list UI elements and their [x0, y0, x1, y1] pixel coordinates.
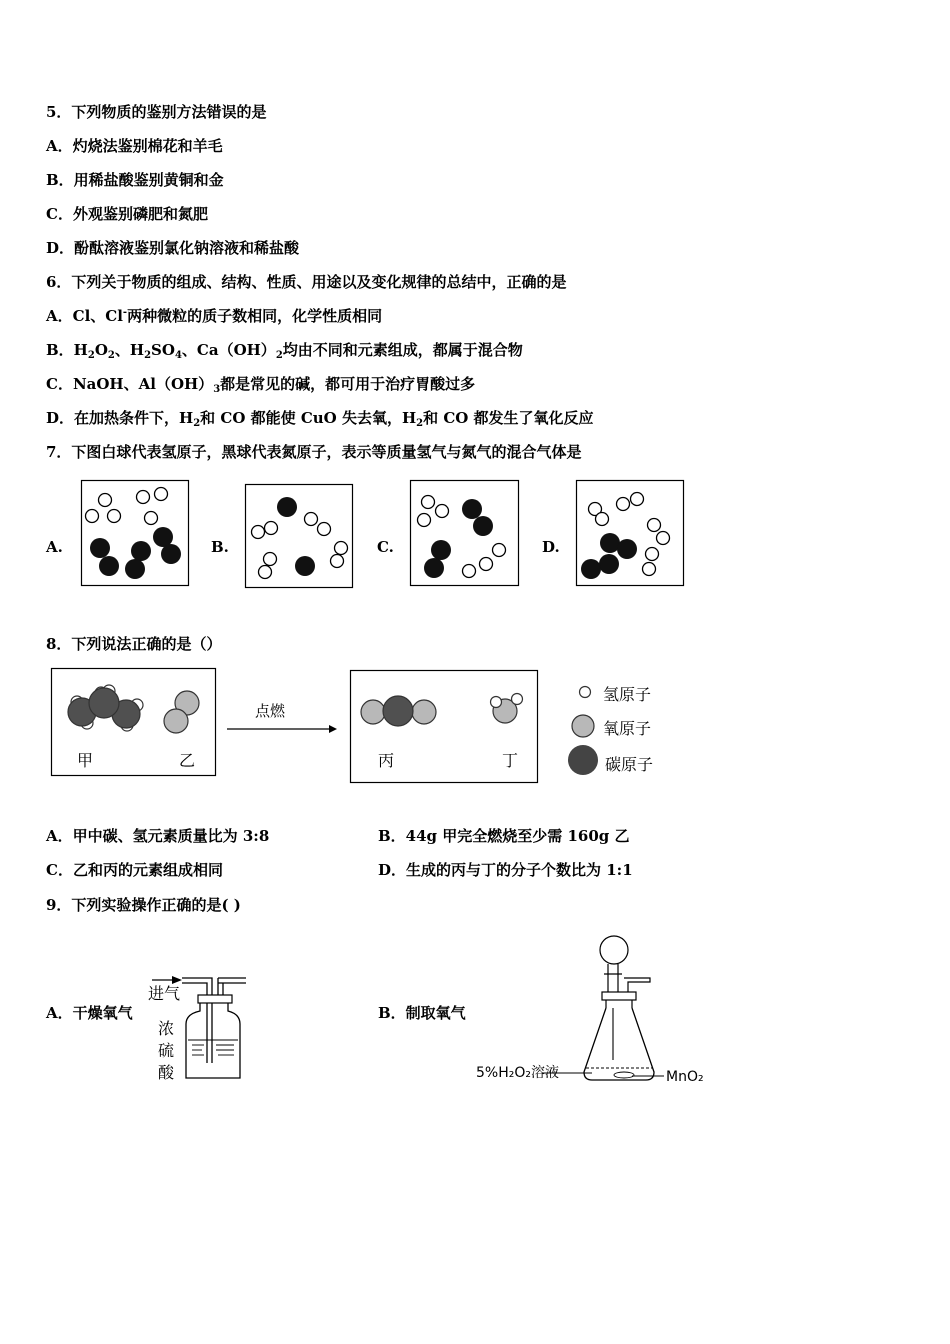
q5-option-a: A．灼烧法鉴别棉花和羊毛: [46, 137, 223, 155]
q7-label-b: B.: [211, 538, 229, 556]
q9-option-b: B．制取氧气: [378, 1004, 466, 1022]
q8-ding-label: 丁: [502, 751, 519, 770]
q6-stem: 6．下列关于物质的组成、结构、性质、用途以及变化规律的总结中，正确的是: [46, 273, 567, 291]
q5-option-d: D．酚酞溶液鉴别氯化钠溶液和稀盐酸: [46, 239, 300, 257]
q8-arrow-label: 点燃: [255, 702, 286, 720]
q5-option-b: B．用稀盐酸鉴别黄铜和金: [46, 171, 224, 189]
catalyst-label: MnO₂: [666, 1069, 704, 1085]
q8-legend: [565, 680, 665, 780]
legend-carbon: 碳原子: [605, 755, 654, 774]
q8-option-a: A．甲中碳、氢元素质量比为 3:8: [46, 827, 270, 845]
legend-hydrogen: 氢原子: [603, 685, 652, 704]
solution-label: 5%H₂O₂溶液: [476, 1065, 559, 1081]
q7-diagram-b: [245, 484, 353, 588]
q8-option-c: C．乙和丙的元素组成相同: [46, 861, 223, 879]
q7-stem: 7．下图白球代表氢原子，黑球代表氮原子，表示等质量氢气与氮气的混合气体是: [46, 443, 582, 461]
acid-label-2: 硫: [158, 1041, 175, 1060]
q5-stem: 5．下列物质的鉴别方法错误的是: [46, 103, 267, 121]
q8-products-box: [350, 670, 538, 783]
inlet-label: 进气: [148, 984, 181, 1003]
carbon-atom-icon: [568, 745, 598, 775]
acid-label-3: 酸: [158, 1063, 175, 1082]
q7-label-c: C.: [377, 538, 394, 556]
q9-oxygen-generator: [472, 932, 712, 1092]
q8-option-b: B．44g 甲完全燃烧至少需 160g 乙: [378, 827, 630, 845]
legend-oxygen: 氧原子: [603, 719, 652, 738]
q7-diagram-d: [576, 480, 684, 586]
q6-option-c: C．NaOH、$Al(OH)_3$都是常见的碱，都可用于治疗胃酸过多: [46, 375, 476, 395]
q7-diagram-c: [410, 480, 519, 586]
q6-option-b: B．$H_2O_2$、$H_2SO_4$、$Ca(OH)_2$均由不同和元素组成，都属于混合物: [46, 341, 523, 361]
q8-reaction-arrow: [225, 700, 340, 740]
q7-diagram-a: [81, 480, 189, 586]
q9-gas-washing-bottle: [146, 968, 256, 1088]
q9-option-a: A．干燥氧气: [46, 1004, 133, 1022]
q8-option-d: D．生成的丙与丁的分子个数比为 1:1: [378, 861, 633, 879]
q9-stem: 9．下列实验操作正确的是( ): [46, 896, 241, 914]
q8-reactants-box: [51, 668, 216, 776]
q8-stem: 8．下列说法正确的是（）: [46, 635, 222, 653]
q6-option-a: A．Cl、Cl-两种微粒的质子数相同，化学性质相同: [46, 307, 383, 325]
q8-jia-label: 甲: [77, 751, 94, 770]
q8-bing-label: 丙: [378, 751, 395, 770]
oxygen-atom-icon: [572, 715, 594, 737]
hydrogen-atom-icon: [580, 687, 591, 698]
q7-label-d: D.: [542, 538, 560, 556]
q7-label-a: A.: [46, 538, 63, 556]
q5-option-c: C．外观鉴别磷肥和氮肥: [46, 205, 208, 223]
q8-yi-label: 乙: [179, 751, 196, 770]
acid-label-1: 浓: [158, 1019, 175, 1038]
q6-option-d: D．在加热条件下，$H_2$和 CO 都能使 CuO 失去氧，$H_2$和 CO 都发生了氧化反应: [46, 409, 594, 429]
